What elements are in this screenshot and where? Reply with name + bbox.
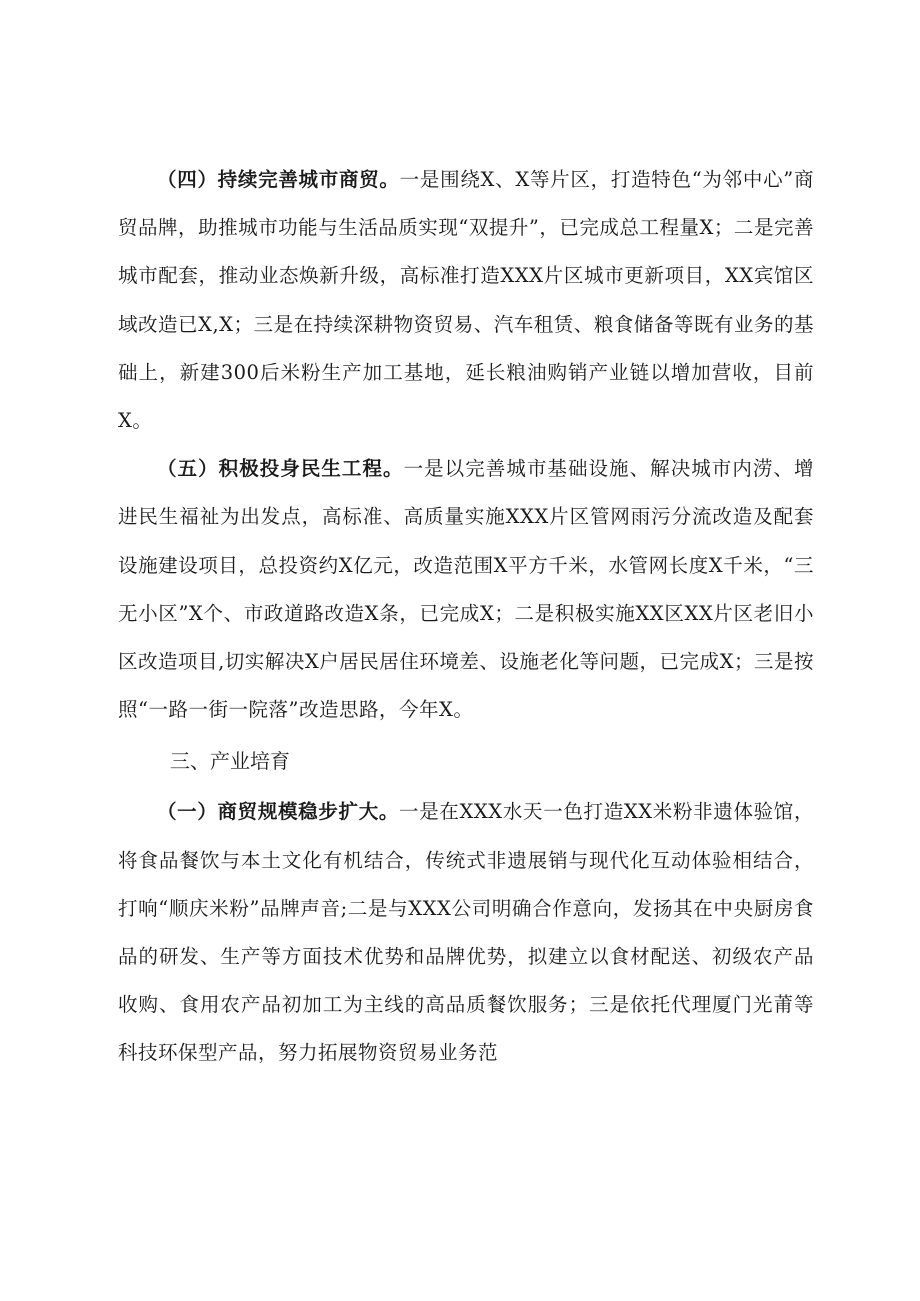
paragraph-lead: （四）持续完善城市商贸。	[157, 168, 400, 191]
document-page	[118, 156, 814, 1078]
paragraph-trade-scale	[118, 788, 814, 1077]
section-heading: 三、产业培育	[170, 749, 290, 774]
paragraph-livelihood	[118, 445, 814, 734]
paragraph-body: 一是围绕X、X等片区，打造特色“为邻中心”商贸品牌，助推城市功能与生活品质实现“双提升”，已完成总工程量X；二是完善城市配套，推动业态焕新升级，高标准打造XXX片区城市更新项目，XX宾馆区域改造已X,X；三是在持续深耕物资贸易、汽车租赁、粮食储备等既有业务的基础上，新建300后米粉生产加工基地，延长粮油购销产业链以增加营收，目前X。	[118, 168, 814, 433]
paragraph-lead: （一）商贸规模稳步扩大。	[157, 800, 400, 824]
paragraph-body: 一是在XXX水天一色打造XX米粉非遗体验馆，将食品餐饮与本土文化有机结合，传统式非遗展销与现代化互动体验相结合，打响“顺庆米粉”品牌声音;二是与XXX公司明确合作意向，发扬其在中央厨房食品的研发、生产等方面技术优势和品牌优势，拟建立以食材配送、初级农产品收购、食用农产品初加工为主线的高品质餐饮服务；三是依托代理厦门光莆等科技环保型产品，努力拓展物资贸易业务范	[118, 800, 814, 1065]
paragraph-body: 一是以完善城市基础设施、解决城市内涝、增进民生福祉为出发点，高标准、高质量实施XXX片区管网雨污分流改造及配套设施建设项目，总投资约X亿元，改造范围X平方千米，水管网长度X千米，“三无小区”X个、市政道路改造X条，已完成X；二是积极实施XX区XX片区老旧小区改造项目,切实解决X户居民居住环境差、设施老化等问题，已完成X；三是按照“一路一街一院落”改造思路，今年X。	[118, 457, 814, 722]
paragraph-lead: （五）积极投身民生工程。	[157, 457, 404, 481]
paragraph-commerce	[118, 156, 814, 445]
